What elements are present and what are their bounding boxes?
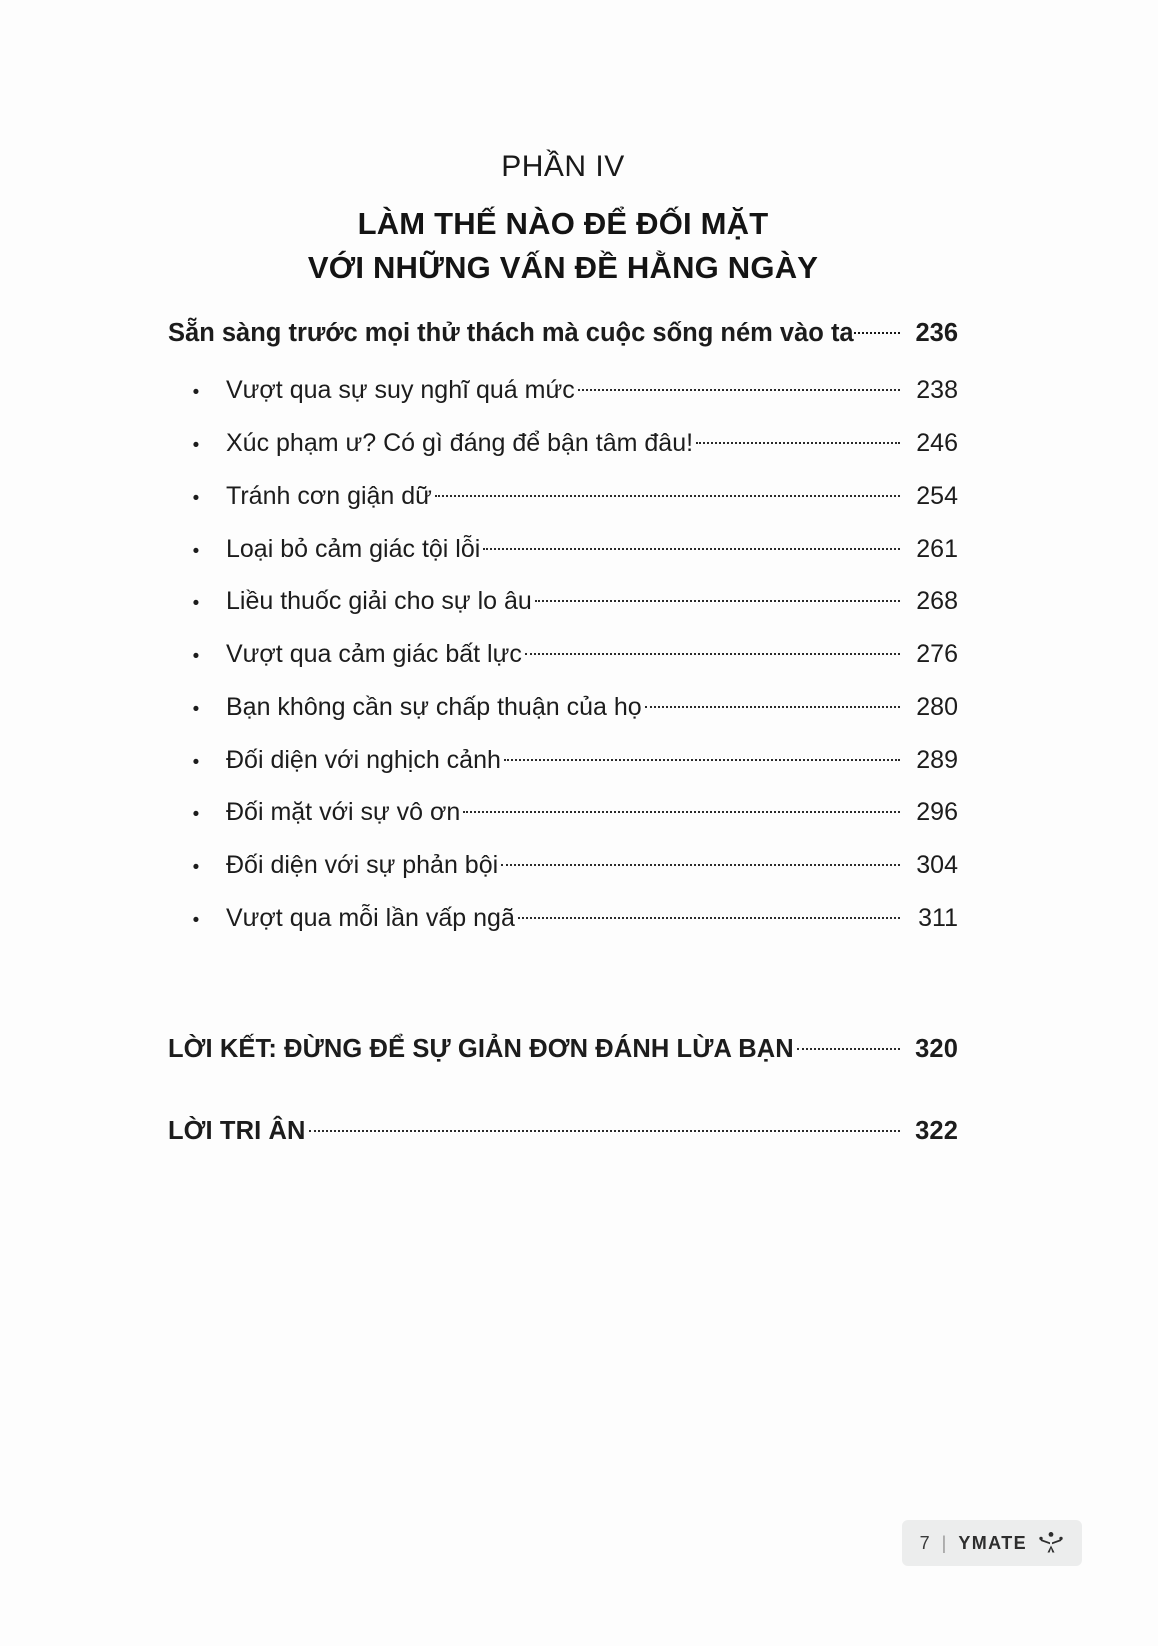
bullet-icon: • xyxy=(192,909,200,931)
dot-leader xyxy=(535,600,900,602)
bullet-icon: • xyxy=(192,751,200,773)
bullet-icon: • xyxy=(192,804,200,826)
toc-item-label: Xúc phạm ư? Có gì đáng để bận tâm đâu! xyxy=(226,429,694,458)
page-title xyxy=(168,202,958,290)
toc-item-label: Tránh cơn giận dữ xyxy=(226,481,432,510)
dot-leader xyxy=(518,917,900,919)
dot-leader xyxy=(797,1048,900,1050)
list-item[interactable] xyxy=(168,374,958,408)
toc-chapter-label: Sẵn sàng trước mọi thử thách mà cuộc sống ném vào ta xyxy=(168,319,854,348)
toc-item-page: 254 xyxy=(916,481,958,510)
part-label: PHẦN IV xyxy=(501,150,625,183)
toc-item-page: 289 xyxy=(916,745,958,774)
list-item[interactable] xyxy=(168,902,958,936)
toc-closing-page: 320 xyxy=(915,1034,958,1063)
toc-item-label: Đối diện với nghịch cảnh xyxy=(226,745,501,774)
ymate-logo-icon xyxy=(1038,1530,1064,1556)
toc-item-page: 280 xyxy=(916,692,958,721)
toc-item-label: Bạn không cần sự chấp thuận của họ xyxy=(226,692,642,721)
toc-item-label: Vượt qua sự suy nghĩ quá mức xyxy=(226,376,575,405)
dot-leader xyxy=(504,759,900,761)
page-title-line-2: VỚI NHỮNG VẤN ĐỀ HẰNG NGÀY xyxy=(307,250,819,286)
bullet-icon: • xyxy=(192,487,200,509)
dot-leader xyxy=(696,442,900,444)
footer-badge xyxy=(902,1520,1082,1566)
dot-leader xyxy=(578,389,900,391)
bullet-icon: • xyxy=(192,540,200,562)
bullet-icon: • xyxy=(192,382,200,404)
toc-section xyxy=(168,316,958,1149)
toc-item-page: 296 xyxy=(916,798,958,827)
footer-page-number: 7 xyxy=(919,1532,931,1553)
toc-item-page: 261 xyxy=(916,534,958,563)
toc-content xyxy=(168,150,958,1197)
toc-closing-label: LỜI TRI ÂN xyxy=(168,1117,306,1146)
list-item[interactable] xyxy=(168,480,958,514)
dot-leader xyxy=(435,495,900,497)
toc-item-page: 311 xyxy=(918,903,958,932)
list-item[interactable] xyxy=(168,691,958,725)
toc-item-page: 304 xyxy=(916,851,958,880)
footer-separator: | xyxy=(941,1532,948,1553)
dot-leader xyxy=(501,864,900,866)
toc-closing-section xyxy=(168,1032,958,1149)
toc-chapter-row[interactable] xyxy=(168,316,958,350)
footer-brand-name: YMATE xyxy=(958,1532,1027,1553)
page-title-line-1: LÀM THẾ NÀO ĐỂ ĐỐI MẶT xyxy=(357,206,769,241)
toc-item-label: Loại bỏ cảm giác tội lỗi xyxy=(226,534,481,563)
dot-leader xyxy=(645,706,900,708)
bullet-icon: • xyxy=(192,698,200,720)
list-item[interactable] xyxy=(168,849,958,883)
toc-item-page: 246 xyxy=(916,429,958,458)
toc-chapter-page: 236 xyxy=(915,319,958,348)
list-item[interactable] xyxy=(168,533,958,567)
toc-closing-row-epilogue[interactable] xyxy=(168,1032,958,1066)
list-item[interactable] xyxy=(168,427,958,461)
dot-leader xyxy=(463,811,900,813)
list-item[interactable] xyxy=(168,638,958,672)
bullet-icon: • xyxy=(192,435,200,457)
toc-item-page: 268 xyxy=(916,587,958,616)
list-item[interactable] xyxy=(168,796,958,830)
toc-item-label: Vượt qua mỗi lần vấp ngã xyxy=(226,903,515,932)
bullet-icon: • xyxy=(192,857,200,879)
list-item[interactable] xyxy=(168,585,958,619)
toc-closing-page: 322 xyxy=(915,1117,958,1146)
list-item[interactable] xyxy=(168,744,958,778)
toc-item-label: Đối diện với sự phản bội xyxy=(226,851,499,880)
dot-leader xyxy=(854,332,900,334)
dot-leader xyxy=(483,548,900,550)
toc-item-page: 238 xyxy=(916,376,958,405)
toc-item-list xyxy=(168,374,958,935)
toc-item-label: Đối mặt với sự vô ơn xyxy=(226,798,461,827)
toc-item-label: Vượt qua cảm giác bất lực xyxy=(226,640,522,669)
toc-closing-row-acknowledgements[interactable] xyxy=(168,1114,958,1148)
dot-leader xyxy=(309,1130,901,1132)
bullet-icon: • xyxy=(192,646,200,668)
toc-item-page: 276 xyxy=(916,640,958,669)
bullet-icon: • xyxy=(192,593,200,615)
toc-item-label: Liều thuốc giải cho sự lo âu xyxy=(226,587,532,616)
dot-leader xyxy=(525,653,900,655)
toc-closing-label: LỜI KẾT: ĐỪNG ĐỂ SỰ GIẢN ĐƠN ĐÁNH LỪA BẠN xyxy=(168,1034,794,1063)
